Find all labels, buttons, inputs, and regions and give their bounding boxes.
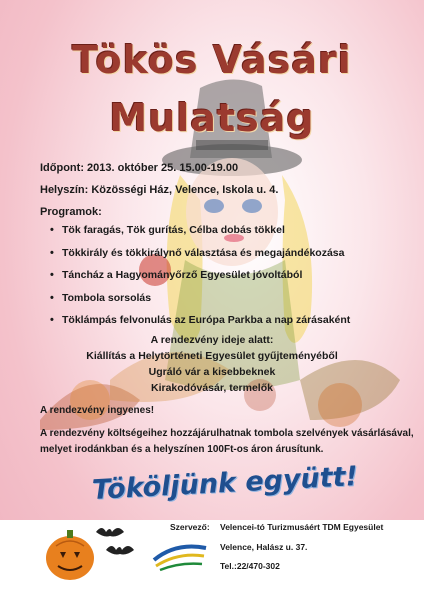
list-item: • Tombola sorsolás xyxy=(50,292,350,315)
logo-swoosh-icon xyxy=(150,538,210,572)
support-note-line2: melyet irodánkban és a helyszínen 100Ft-os áron árusítunk. xyxy=(40,444,324,455)
during-event-item: Ugráló vár a kisebbeknek xyxy=(148,366,276,378)
slogan: Tököljünk együtt! xyxy=(91,461,359,506)
list-item: • Töklámpás felvonulás az Európa Parkba a nap zárásaként xyxy=(50,314,350,337)
place-value: Közösségi Ház, Velence, Iskola u. 4. xyxy=(91,184,279,196)
pumpkin-mascot-icon xyxy=(40,516,140,586)
date-value: 2013. október 25. 15.00-19.00 xyxy=(87,162,239,174)
during-event-block xyxy=(0,332,424,396)
free-entry-note: A rendezvény ingyenes! xyxy=(40,405,155,416)
organizer-address: Velence, Halász u. 37. xyxy=(220,542,308,552)
place-line xyxy=(40,184,278,196)
bat-icon xyxy=(96,528,134,555)
programs-heading: Programok: xyxy=(40,206,102,218)
list-item: • Tökkirály és tökkirálynő választása és megajándékozása xyxy=(50,247,350,270)
program-list xyxy=(50,224,350,337)
list-item: • Tök faragás, Tök gurítás, Célba dobás tökkel xyxy=(50,224,350,247)
date-line xyxy=(40,162,238,174)
poster-title-line2: Mulatság xyxy=(109,96,315,140)
support-note-line1: A rendezvény költségeihez hozzájárulhatnak tombola szelvények vásárlásával, xyxy=(40,428,414,439)
organizer-phone: Tel.:22/470-302 xyxy=(220,561,280,571)
during-event-heading: A rendezvény ideje alatt: xyxy=(150,334,274,346)
list-item: • Táncház a Hagyományőrző Egyesület jóvoltából xyxy=(50,269,350,292)
organizer-label: Szervező: xyxy=(170,522,210,532)
organizer-name: Velencei-tó Turizmusáért TDM Egyesület xyxy=(220,522,384,532)
place-label: Helyszín: xyxy=(40,184,89,196)
date-label: Időpont: xyxy=(40,162,84,174)
during-event-item: Kirakodóvásár, termelők xyxy=(151,382,273,394)
poster-title-line1: Tökös Vásári xyxy=(72,38,352,82)
during-event-item: Kiállítás a Helytörténeti Egyesület gyűjteményéből xyxy=(86,350,338,362)
